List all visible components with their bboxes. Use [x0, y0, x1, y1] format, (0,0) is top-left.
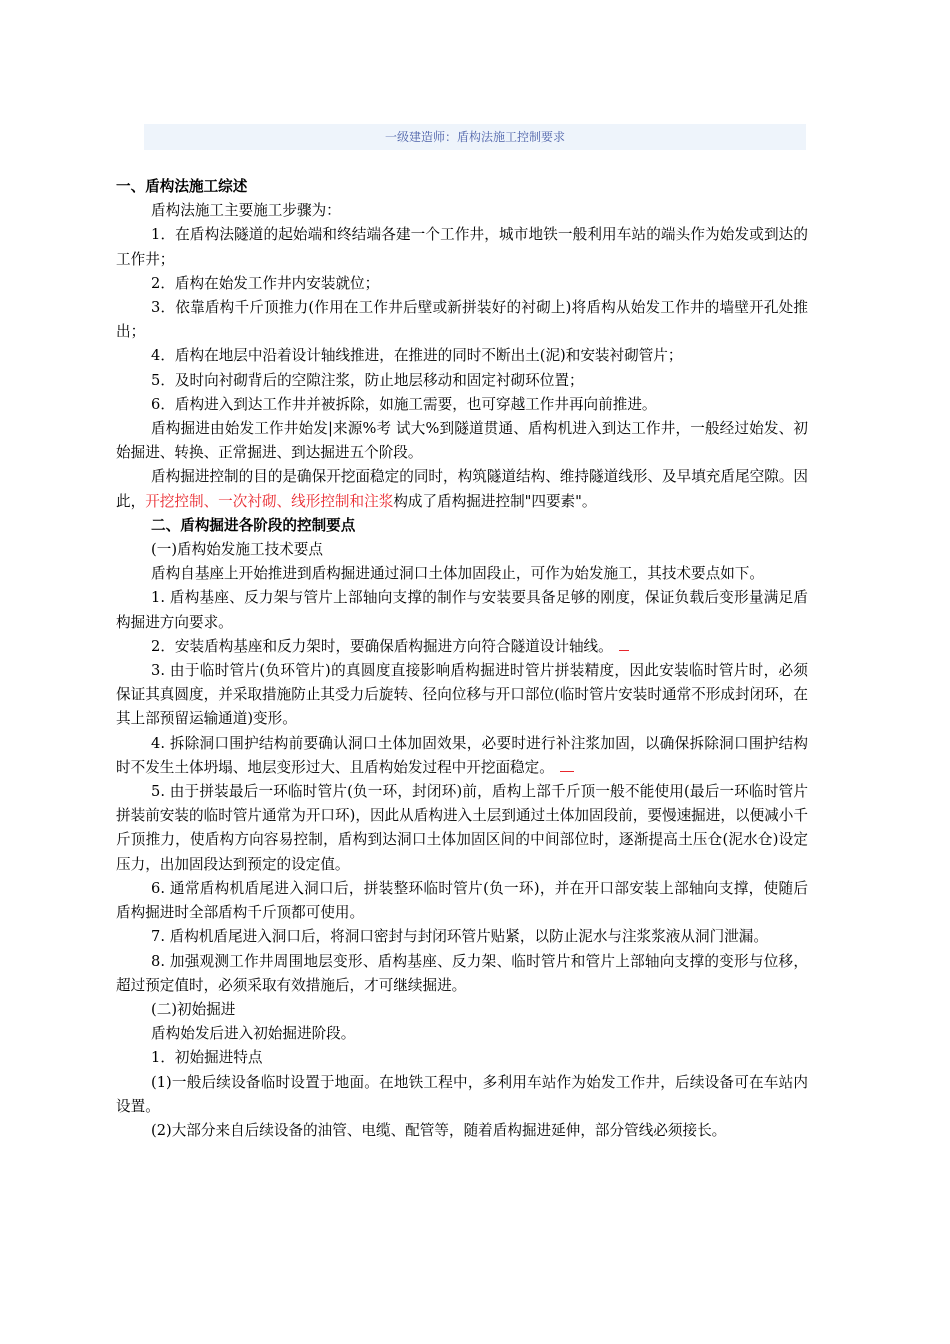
launch-item-5: 5. 由于拼装最后一环临时管片(负一环，封闭环)前，盾构上部千斤顶一般不能使用(最后一环临时管片拼装前安装的临时管片通常为开口环)，因此从盾构进入土层到通过土体加固段前，要慢速掘进，以便减小千斤顶推力，使盾构方向容易控制，盾构到达洞口土体加固区间的中间部位时，逐渐提高土压仓(泥水仓)设定压力，出加固段达到预定的设定值。	[116, 783, 808, 873]
launch-item-4	[116, 732, 808, 780]
sub1-heading: (一)盾构始发施工技术要点	[151, 541, 323, 559]
document-title: 一级建造师：盾构法施工控制要求	[144, 124, 806, 150]
stages-paragraph: 盾构掘进由始发工作井始发|来源%考 试大%到隧道贯通、盾构机进入到达工作井，一般经过始发、初始掘进、转换、正常掘进、到达掘进五个阶段。	[116, 420, 808, 462]
goal-paragraph	[116, 465, 808, 513]
step-3: 3．依靠盾构千斤顶推力(作用在工作井后壁或新拼装好的衬砌上)将盾构从始发工作井的墙壁开孔处推出；	[116, 299, 808, 341]
sub1-intro: 盾构自基座上开始推进到盾构掘进通过洞口土体加固段止，可作为始发施工，其技术要点如下。	[151, 565, 764, 583]
step-4: 4．盾构在地层中沿着设计轴线推进，在推进的同时不断出土(泥)和安装衬砌管片；	[151, 347, 683, 365]
red-underline-mark	[560, 763, 574, 772]
launch-item-7: 7. 盾构机盾尾进入洞口后，将洞口密封与封闭环管片贴紧，以防止泥水与注浆浆液从洞门泄漏。	[151, 928, 768, 946]
goal-text-after: 构成了盾构掘进控制"四要素"。	[393, 492, 597, 510]
initial-item-2: (2)大部分来自后续设备的油管、电缆、配管等，随着盾构掘进延伸，部分管线必须接长。	[151, 1121, 727, 1139]
goal-text-before: 盾构掘进控制的目的是确保开挖面稳定的同时，构筑隧道结构、维持隧道线形、及早填充盾尾空隙。因此，	[116, 468, 808, 510]
launch-item-6: 6. 通常盾构机盾尾进入洞口后，拼装整环临时管片(负一环)，并在开口部安装上部轴向支撑，使随后盾构掘进时全部盾构千斤顶都可使用。	[116, 879, 808, 922]
four-elements-highlight: 开挖控制、一次衬砌、线形控制和注浆	[145, 492, 394, 510]
document-body	[116, 175, 808, 1143]
step-5: 5．及时向衬砌背后的空隙注浆，防止地层移动和固定衬砌环位置；	[151, 371, 584, 389]
launch-item-1: 1. 盾构基座、反力架与管片上部轴向支撑的制作与安装要具备足够的刚度，保证负载后变形量满足盾构掘进方向要求。	[116, 589, 808, 631]
section1-heading: 一、盾构法施工综述	[116, 178, 248, 195]
launch-item-4-text: 4. 拆除洞口围护结构前要确认洞口土体加固效果，必要时进行补注浆加固，以确保拆除洞口围护结构时不发生土体坍塌、地层变形过大、且盾构始发过程中开挖面稳定。	[116, 734, 808, 776]
launch-item-3: 3. 由于临时管片(负环管片)的真圆度直接影响盾构掘进时管片拼装精度，因此安装临时管片时，必须保证其真圆度，并采取措施防止其受力后旋转、径向位移与开口部位(临时管片安装时通常不形成封闭环，在其上部预留运输通道)变形。	[116, 662, 808, 728]
red-underline-mark	[619, 642, 629, 651]
section2-heading: 二、盾构掘进各阶段的控制要点	[151, 516, 356, 534]
step-2: 2．盾构在始发工作井内安装就位；	[151, 274, 380, 292]
sub2-intro: 盾构始发后进入初始掘进阶段。	[151, 1025, 356, 1043]
initial-item-1: (1)一般后续设备临时设置于地面。在地铁工程中，多利用车站作为始发工作井，后续设备可在车站内设置。	[116, 1073, 808, 1115]
launch-item-2-text: 2．安装盾构基座和反力架时，要确保盾构掘进方向符合隧道设计轴线。	[151, 637, 613, 655]
step-6: 6．盾构进入到达工作井并被拆除，如施工需要，也可穿越工作井再向前推进。	[151, 395, 657, 413]
step-1: 1．在盾构法隧道的起始端和终结端各建一个工作井，城市地铁一般利用车站的端头作为始发或到达的工作井；	[116, 226, 808, 268]
sub2-heading: (二)初始掘进	[151, 1000, 236, 1018]
sub2-point: 1．初始掘进特点	[151, 1049, 263, 1067]
section1-intro: 盾构法施工主要施工步骤为：	[151, 202, 341, 220]
launch-item-8: 8. 加强观测工作井周围地层变形、盾构基座、反力架、临时管片和管片上部轴向支撑的变形与位移，超过预定值时，必须采取有效措施后，才可继续掘进。	[116, 952, 808, 994]
launch-item-2	[116, 635, 808, 659]
